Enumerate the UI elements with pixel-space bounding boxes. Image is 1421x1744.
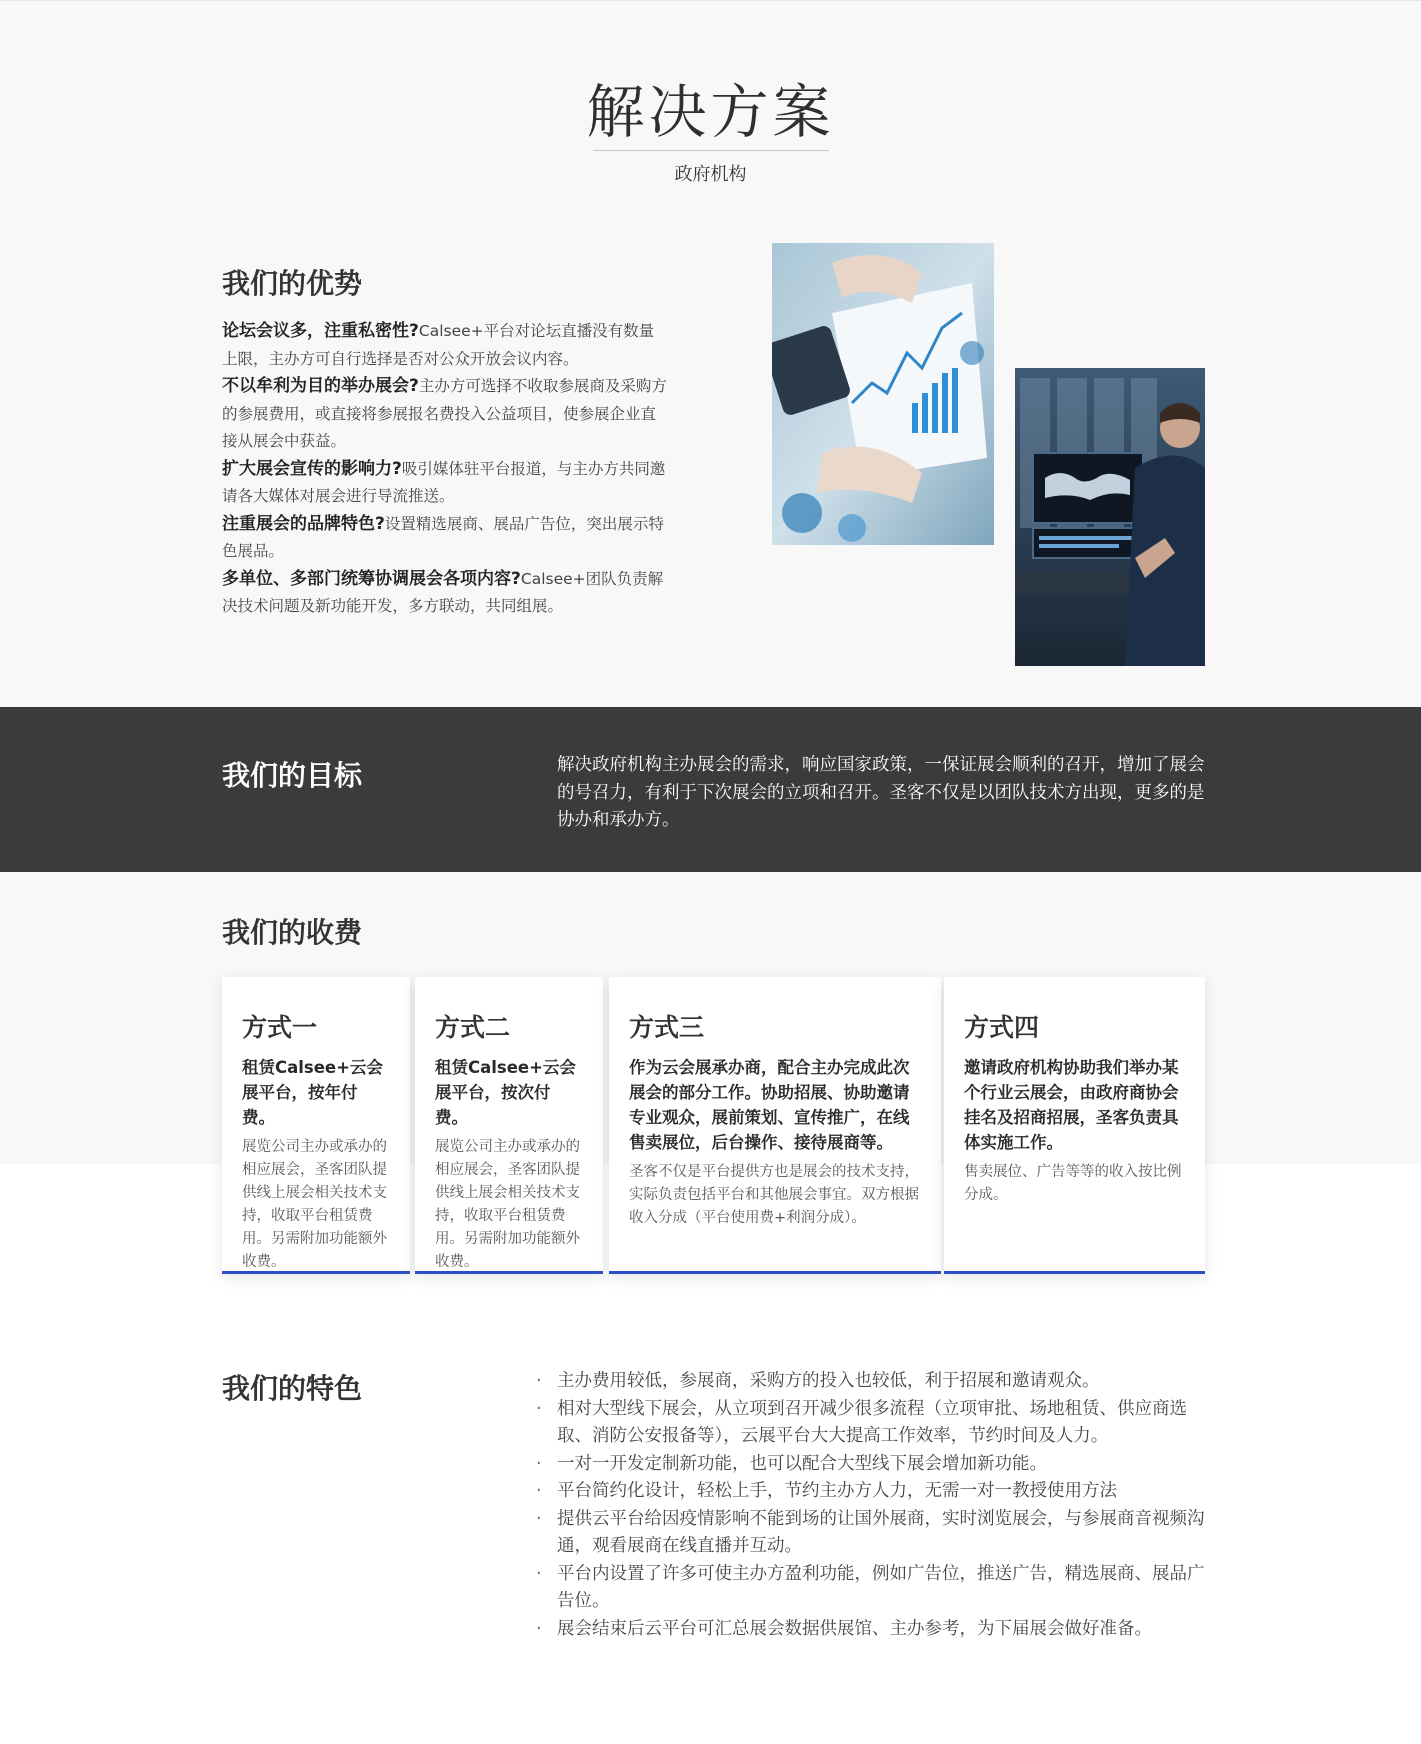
fee-card xyxy=(609,977,941,1274)
feature-item: · 平台内设置了许多可使主办方盈利功能，例如广告位，推送广告，精选展商、展品广告位。 xyxy=(536,1561,1208,1616)
fee-card-title: 方式四 xyxy=(964,1013,1040,1042)
goal-text: 解决政府机构主办展会的需求，响应国家政策，一保证展会顺利的召开，增加了展会的号召力，有利于下次展会的立项和召开。圣客不仅是以团队技术方出现，更多的是协办和承办方。 xyxy=(557,755,1205,830)
advantage-question: 注重展会的品牌特色? xyxy=(222,513,385,534)
advantage-question: 多单位、多部门统筹协调展会各项内容? xyxy=(222,568,521,589)
fee-card-description: 展览公司主办或承办的相应展会，圣客团队提供线上展会相关技术支持，收取平台租赁费用。另需附加功能额外收费。 xyxy=(435,1139,580,1270)
feature-item: · 相对大型线下展会，从立项到召开减少很多流程（立项审批、场地租赁、供应商选取、消防公安报备等），云展平台大大提高工作效率，节约时间及人力。 xyxy=(536,1396,1208,1451)
advantage-question: 扩大展会宣传的影响力? xyxy=(222,458,402,479)
title-divider xyxy=(593,150,829,151)
fee-card-lead: 租赁Calsee+云会展平台，按次付费。 xyxy=(435,1058,576,1127)
fees-heading: 我们的收费 xyxy=(222,916,363,949)
fee-card-lead: 作为云会展承办商，配合主办完成此次展会的部分工作。协助招展、协助邀请专业观众，展前策划、宣传推广，在线售卖展位，后台操作、接待展商等。 xyxy=(629,1058,910,1152)
advantages-list xyxy=(222,318,668,621)
advantage-question: 不以牟利为目的举办展会? xyxy=(222,376,419,396)
fee-card-lead: 租赁Calsee+云会展平台，按年付费。 xyxy=(242,1058,383,1127)
feature-item: · 一对一开发定制新功能，也可以配合大型线下展会增加新功能。 xyxy=(536,1451,1208,1479)
fee-card-lead: 邀请政府机构协助我们举办某个行业云展会，由政府商协会挂名及招商招展，圣客负责具体实施工作。 xyxy=(964,1058,1179,1152)
feature-item: · 提供云平台给因疫情影响不能到场的让国外展商，实时浏览展会，与参展商音视频沟通，观看展商在线直播并互动。 xyxy=(536,1506,1208,1561)
server-room-photo xyxy=(1015,368,1205,666)
advantage-answer: 主办方可选择不收取参展商及采购方的参展费用，或直接将参展报名费投入公益项目，使参展企业直接从展会中获益。 xyxy=(222,377,667,450)
goal-heading: 我们的目标 xyxy=(222,759,363,792)
feature-item: · 平台简约化设计，轻松上手，节约主办方人力，无需一对一教授使用方法 xyxy=(536,1478,1208,1506)
fee-card-title: 方式一 xyxy=(242,1013,318,1042)
advantage-item xyxy=(222,456,668,511)
page-subtitle: 政府机构 xyxy=(674,164,747,185)
features-list xyxy=(536,1368,1208,1643)
fee-card-description: 售卖展位、广告等等的收入按比例分成。 xyxy=(964,1164,1182,1203)
advantage-item xyxy=(222,373,668,456)
advantage-answer: 设置精选展商、展品广告位，突出展示特色展品。 xyxy=(222,514,664,560)
features-heading: 我们的特色 xyxy=(222,1372,363,1405)
advantage-item xyxy=(222,318,668,373)
fee-card xyxy=(944,977,1205,1274)
fee-card-title: 方式二 xyxy=(435,1013,511,1042)
advantage-answer: Calsee+平台对论坛直播没有数量上限，主办方可自行选择是否对公众开放会议内容。 xyxy=(222,322,655,368)
feature-item: · 主办费用较低，参展商，采购方的投入也较低，利于招展和邀请观众。 xyxy=(536,1368,1208,1396)
fee-card xyxy=(415,977,603,1274)
advantage-answer: 吸引媒体驻平台报道，与主办方共同邀请各大媒体对展会进行导流推送。 xyxy=(222,459,666,505)
feature-item: · 展会结束后云平台可汇总展会数据供展馆、主办参考，为下届展会做好准备。 xyxy=(536,1616,1208,1644)
fee-card-title: 方式三 xyxy=(629,1013,705,1042)
advantage-question: 论坛会议多，注重私密性? xyxy=(222,321,419,341)
page-title: 解决方案 xyxy=(586,78,835,146)
advantage-answer: Calsee+团队负责解决技术问题及新功能开发，多方联动，共同组展。 xyxy=(222,569,664,615)
fee-card xyxy=(222,977,410,1274)
business-analytics-photo xyxy=(772,243,994,545)
advantages-heading: 我们的优势 xyxy=(222,267,363,300)
advantage-item xyxy=(222,511,668,566)
fee-card-description: 圣客不仅是平台提供方也是展会的技术支持，实际负责包括平台和其他展会事宜。双方根据收入分成（平台使用费+利润分成）。 xyxy=(629,1164,919,1226)
advantage-item xyxy=(222,566,668,621)
fee-card-description: 展览公司主办或承办的相应展会，圣客团队提供线上展会相关技术支持，收取平台租赁费用。另需附加功能额外收费。 xyxy=(242,1139,387,1270)
